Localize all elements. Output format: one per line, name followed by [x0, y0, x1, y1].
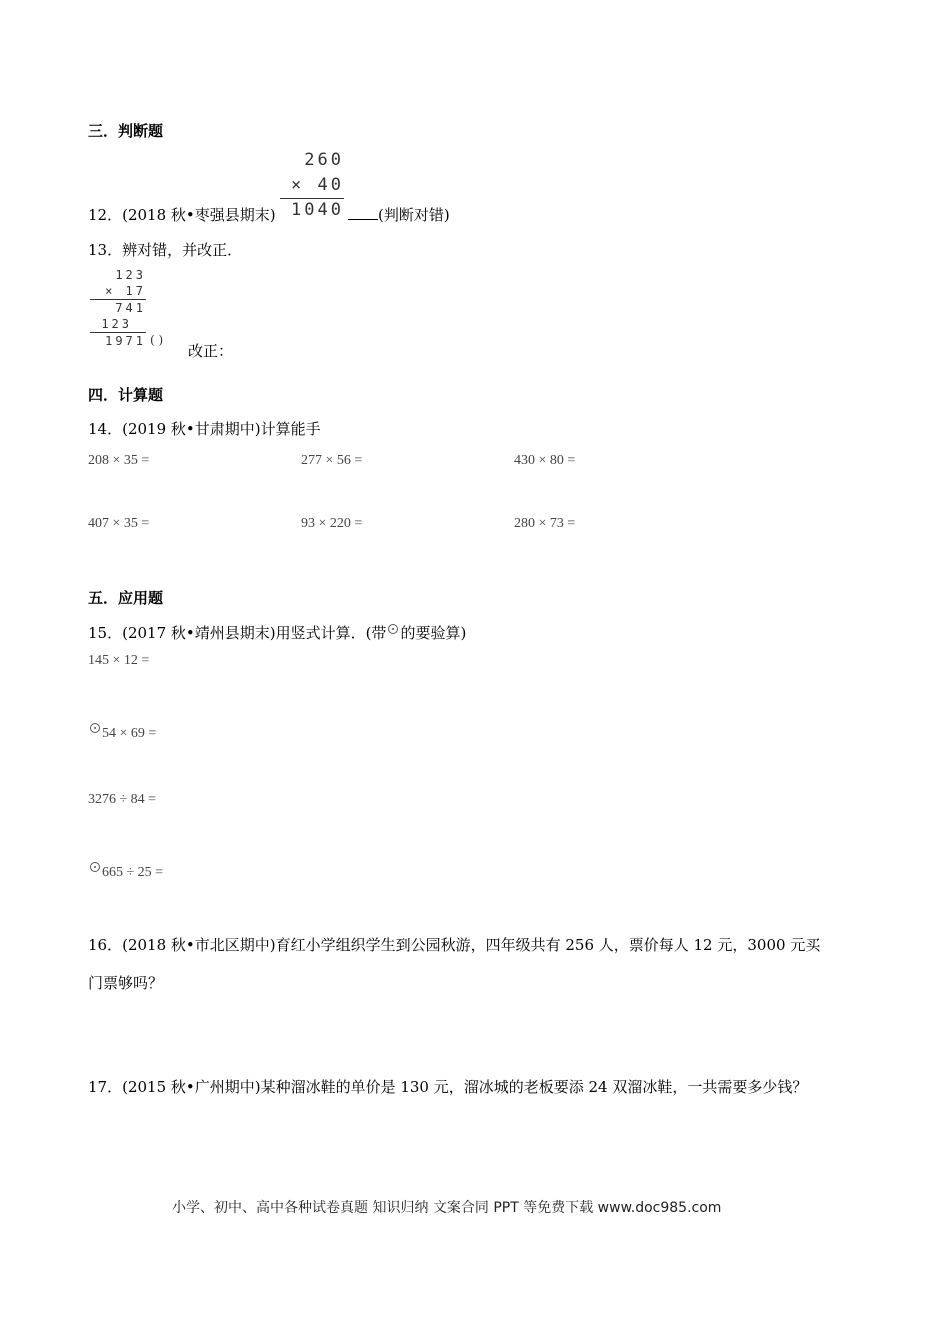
q12-answer-blank[interactable]	[348, 205, 378, 220]
page-footer: 小学、初中、高中各种试卷真题 知识归纳 文案合同 PPT 等免费下载 www.doc985.com	[172, 1200, 722, 1216]
q13-calc-line2	[90, 332, 146, 333]
q13-calc-row1: 123	[115, 268, 146, 282]
q16-line-1: 16．(2018 秋•市北区期中)育红小学组织学生到公园秋游，四年级共有 256 人，票价每人 12 元，3000 元买	[88, 936, 821, 954]
q13-calc-row3: 741	[115, 301, 146, 315]
q15-expr-3: 3276 ÷ 84 =	[88, 792, 157, 807]
q15-prefix: 15．(2017 秋•靖州县期末)用竖式计算．(带	[88, 624, 387, 642]
q12-calc-line	[280, 198, 344, 199]
q12-calc-result: 1040	[291, 200, 344, 220]
q15-expr-2-text: 54 × 69 =	[102, 726, 157, 741]
q13-calc-line1	[90, 299, 146, 300]
section-5-heading: 五．应用题	[88, 589, 164, 607]
q12-calc-row1: 260	[304, 150, 344, 170]
q13-correction-label: 改正：	[188, 342, 234, 360]
q14-text: 14．(2019 秋•甘肃期中)计算能手	[88, 420, 321, 438]
q16-line-2: 门票够吗？	[88, 974, 164, 992]
q12-prefix: 12．(2018 秋•枣强县期末)	[88, 206, 276, 224]
section-3-heading: 三．判断题	[88, 122, 164, 140]
q14-expr-3: 430 × 80 =	[514, 453, 576, 468]
q12-suffix: (判断对错)	[378, 206, 450, 224]
q15-text	[88, 622, 466, 643]
q15-suffix: 的要验算)	[400, 624, 467, 642]
check-circle-dot-icon	[90, 723, 100, 733]
q12-answer	[348, 204, 450, 225]
q12-vertical-calc	[280, 150, 344, 220]
check-circle-dot-icon	[90, 862, 100, 872]
check-circle-dot-icon	[388, 624, 398, 634]
q15-expr-4-text: 665 ÷ 25 =	[102, 865, 164, 880]
q14-expr-2: 277 × 56 =	[301, 453, 363, 468]
q13-vertical-calc	[90, 268, 146, 352]
q14-expr-1: 208 × 35 =	[88, 453, 150, 468]
q14-expr-4: 407 × 35 =	[88, 516, 150, 531]
q13-calc-result: 1971	[105, 334, 146, 348]
q15-expr-1: 145 × 12 =	[88, 653, 150, 668]
section-4-heading: 四．计算题	[88, 386, 164, 404]
q13-calc-row2: × 17	[105, 284, 146, 298]
q13-judge-paren[interactable]: ( )	[150, 333, 164, 347]
q13-text: 13．辨对错，并改正．	[88, 241, 243, 259]
q17-text: 17．(2015 秋•广州期中)某种溜冰鞋的单价是 130 元，溜冰城的老板要添 24 双溜冰鞋，一共需要多少钱？	[88, 1078, 808, 1096]
q13-calc-row4: 123	[101, 317, 132, 331]
q14-expr-5: 93 × 220 =	[301, 516, 363, 531]
q15-expr-2	[88, 723, 156, 742]
q15-expr-4	[88, 862, 163, 881]
q12-calc-row2: × 40	[291, 175, 344, 195]
q14-expr-6: 280 × 73 =	[514, 516, 576, 531]
